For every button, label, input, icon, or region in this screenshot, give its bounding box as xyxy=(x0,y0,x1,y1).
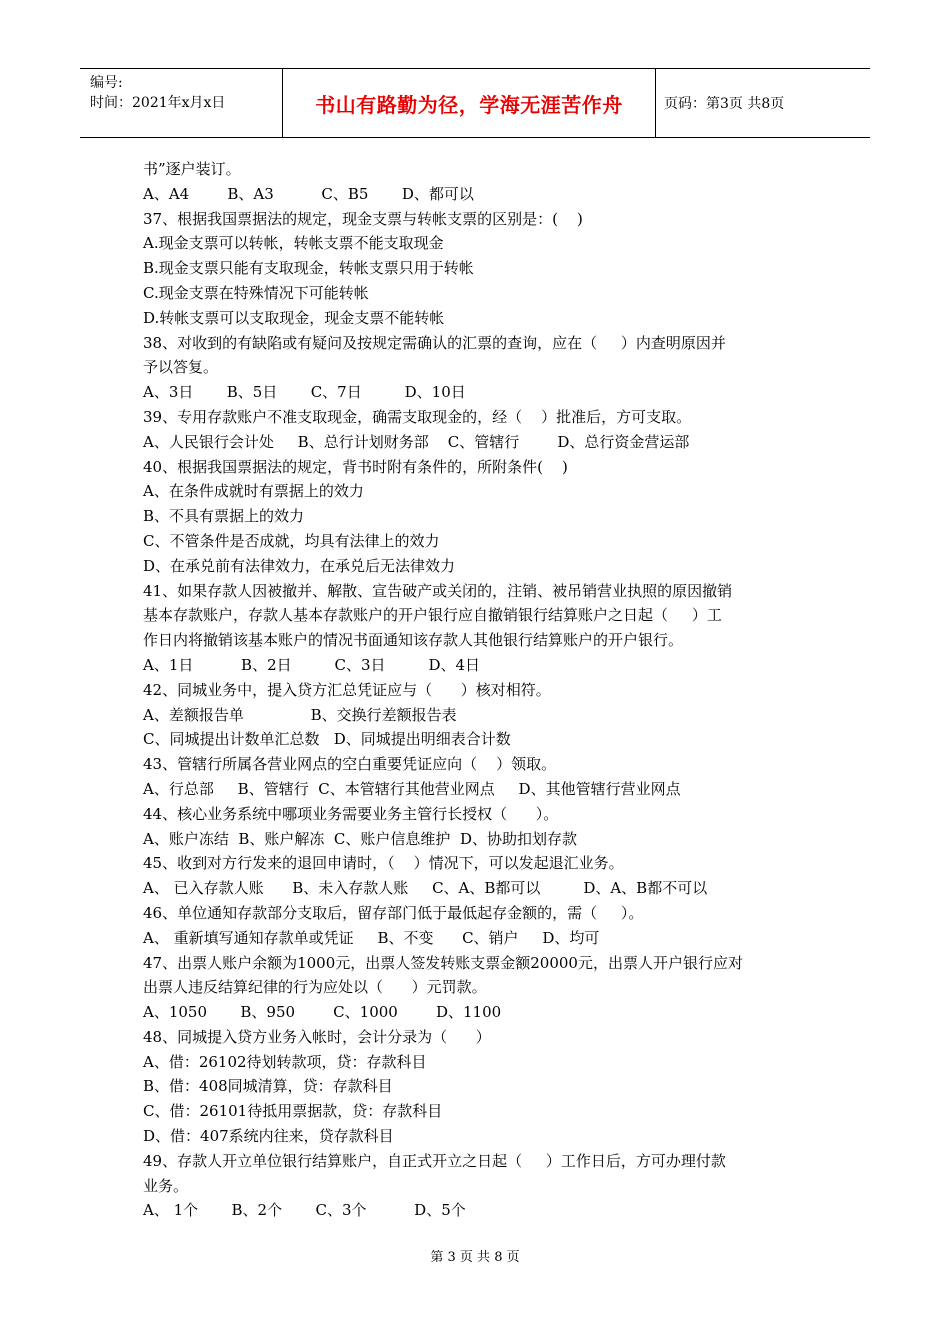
text-line: A、1日 B、2日 C、3日 D、4日 xyxy=(143,655,481,674)
text-line: 49、存款人开立单位银行结算账户，自正式开立之日起（ ）工作日后，方可办理付款 xyxy=(143,1151,726,1170)
text-line: 45、收到对方行发来的退回申请时，（ ）情况下，可以发起退汇业务。 xyxy=(143,854,624,873)
header-meta xyxy=(80,69,282,137)
text-line: 46、单位通知存款部分支取后，留存部门低于最低起存金额的，需（ ）。 xyxy=(143,903,644,922)
header-motto: 书山有路勤为径，学海无涯苦作舟 xyxy=(315,92,623,117)
text-line: C、同城提出计数单汇总数 D、同城提出明细表合计数 xyxy=(143,730,511,749)
header-motto-cell xyxy=(282,69,656,137)
text-line: 出票人违反结算纪律的行为应处以（ ）元罚款。 xyxy=(143,978,487,997)
text-line: 40、根据我国票据法的规定，背书时附有条件的，所附条件( ) xyxy=(143,457,568,476)
text-line: 基本存款账户，存款人基本存款账户的开户银行应自撤销银行结算账户之日起（ ）工 xyxy=(143,606,722,625)
text-line: D、借：407系统内往来，贷存款科目 xyxy=(143,1127,394,1146)
text-line: D.转帐支票可以支取现金，现金支票不能转帐 xyxy=(143,308,445,327)
text-line: 业务。 xyxy=(143,1176,189,1195)
text-line: 38、对收到的有缺陷或有疑问及按规定需确认的汇票的查询，应在（ ）内查明原因并 xyxy=(143,333,726,352)
text-line: C.现金支票在特殊情况下可能转帐 xyxy=(143,283,369,302)
text-line: 42、同城业务中，提入贷方汇总凭证应与（ ）核对相符。 xyxy=(143,680,551,699)
text-line: C、不管条件是否成就，均具有法律上的效力 xyxy=(143,531,440,550)
text-line: A.现金支票可以转帐，转帐支票不能支取现金 xyxy=(143,234,444,253)
text-line: A、人民银行会计处 B、总行计划财务部 C、管辖行 D、总行资金营运部 xyxy=(143,432,690,451)
text-line: 37、根据我国票据法的规定，现金支票与转帐支票的区别是：( ) xyxy=(143,209,583,228)
text-line: B.现金支票只能有支取现金，转帐支票只用于转帐 xyxy=(143,259,474,278)
text-line: A、差额报告单 B、交换行差额报告表 xyxy=(143,705,457,724)
text-line: A、行总部 B、管辖行 C、本管辖行其他营业网点 D、其他管辖行营业网点 xyxy=(143,779,681,798)
text-line: 48、同城提入贷方业务入帐时，会计分录为（ ） xyxy=(143,1027,491,1046)
text-line: D、在承兑前有法律效力，在承兑后无法律效力 xyxy=(143,556,456,575)
text-line: A、 已入存款人账 B、未入存款人账 C、A、B都可以 D、A、B都不可以 xyxy=(143,879,708,898)
serial-label: 编号: xyxy=(90,75,123,91)
text-line: 44、核心业务系统中哪项业务需要业务主管行长授权（ ）。 xyxy=(143,804,559,823)
text-line: 43、管辖行所属各营业网点的空白重要凭证应向（ ）领取。 xyxy=(143,755,557,774)
text-line: 41、如果存款人因被撤并、解散、宣告破产或关闭的，注销、被吊销营业执照的原因撤销 xyxy=(143,581,733,600)
page-footer: 第 3 页 共 8 页 xyxy=(430,1250,520,1265)
header-page-info xyxy=(654,69,870,137)
text-line: A、账户冻结 B、账户解冻 C、账户信息维护 D、协助扣划存款 xyxy=(143,829,577,848)
text-line: 书”逐户装订。 xyxy=(143,160,241,178)
text-line: B、不具有票据上的效力 xyxy=(143,507,305,526)
text-line: 39、专用存款账户不准支取现金，确需支取现金的，经（ ）批准后，方可支取。 xyxy=(143,407,692,426)
text-line: 予以答复。 xyxy=(143,358,219,377)
document-body xyxy=(143,157,813,1223)
text-line: 作日内将撤销该基本账户的情况书面通知该存款人其他银行结算账户的开户银行。 xyxy=(143,631,684,650)
text-line: 47、出票人账户余额为1000元，出票人签发转账支票金额20000元，出票人开户银行应对 xyxy=(143,953,743,972)
page-info-text: 页码：第3页 共8页 xyxy=(664,96,785,112)
text-line: A、3日 B、5日 C、7日 D、10日 xyxy=(143,383,466,402)
text-line: A、借：26102待划转款项，贷：存款科目 xyxy=(143,1052,427,1071)
text-line: C、借：26101待抵用票据款，贷：存款科目 xyxy=(143,1102,443,1121)
time-label: 时间：2021年x月x日 xyxy=(90,95,226,111)
text-line: A、在条件成就时有票据上的效力 xyxy=(143,482,364,501)
text-line: A、A4 B、A3 C、B5 D、都可以 xyxy=(143,184,474,203)
text-line: A、1050 B、950 C、1000 D、1100 xyxy=(143,1003,502,1022)
page-header xyxy=(80,68,870,138)
text-line: A、 重新填写通知存款单或凭证 B、不变 C、销户 D、均可 xyxy=(143,928,600,947)
text-line: A、 1个 B、2个 C、3个 D、5个 xyxy=(143,1201,466,1220)
text-line: B、借：408同城清算，贷：存款科目 xyxy=(143,1077,393,1096)
